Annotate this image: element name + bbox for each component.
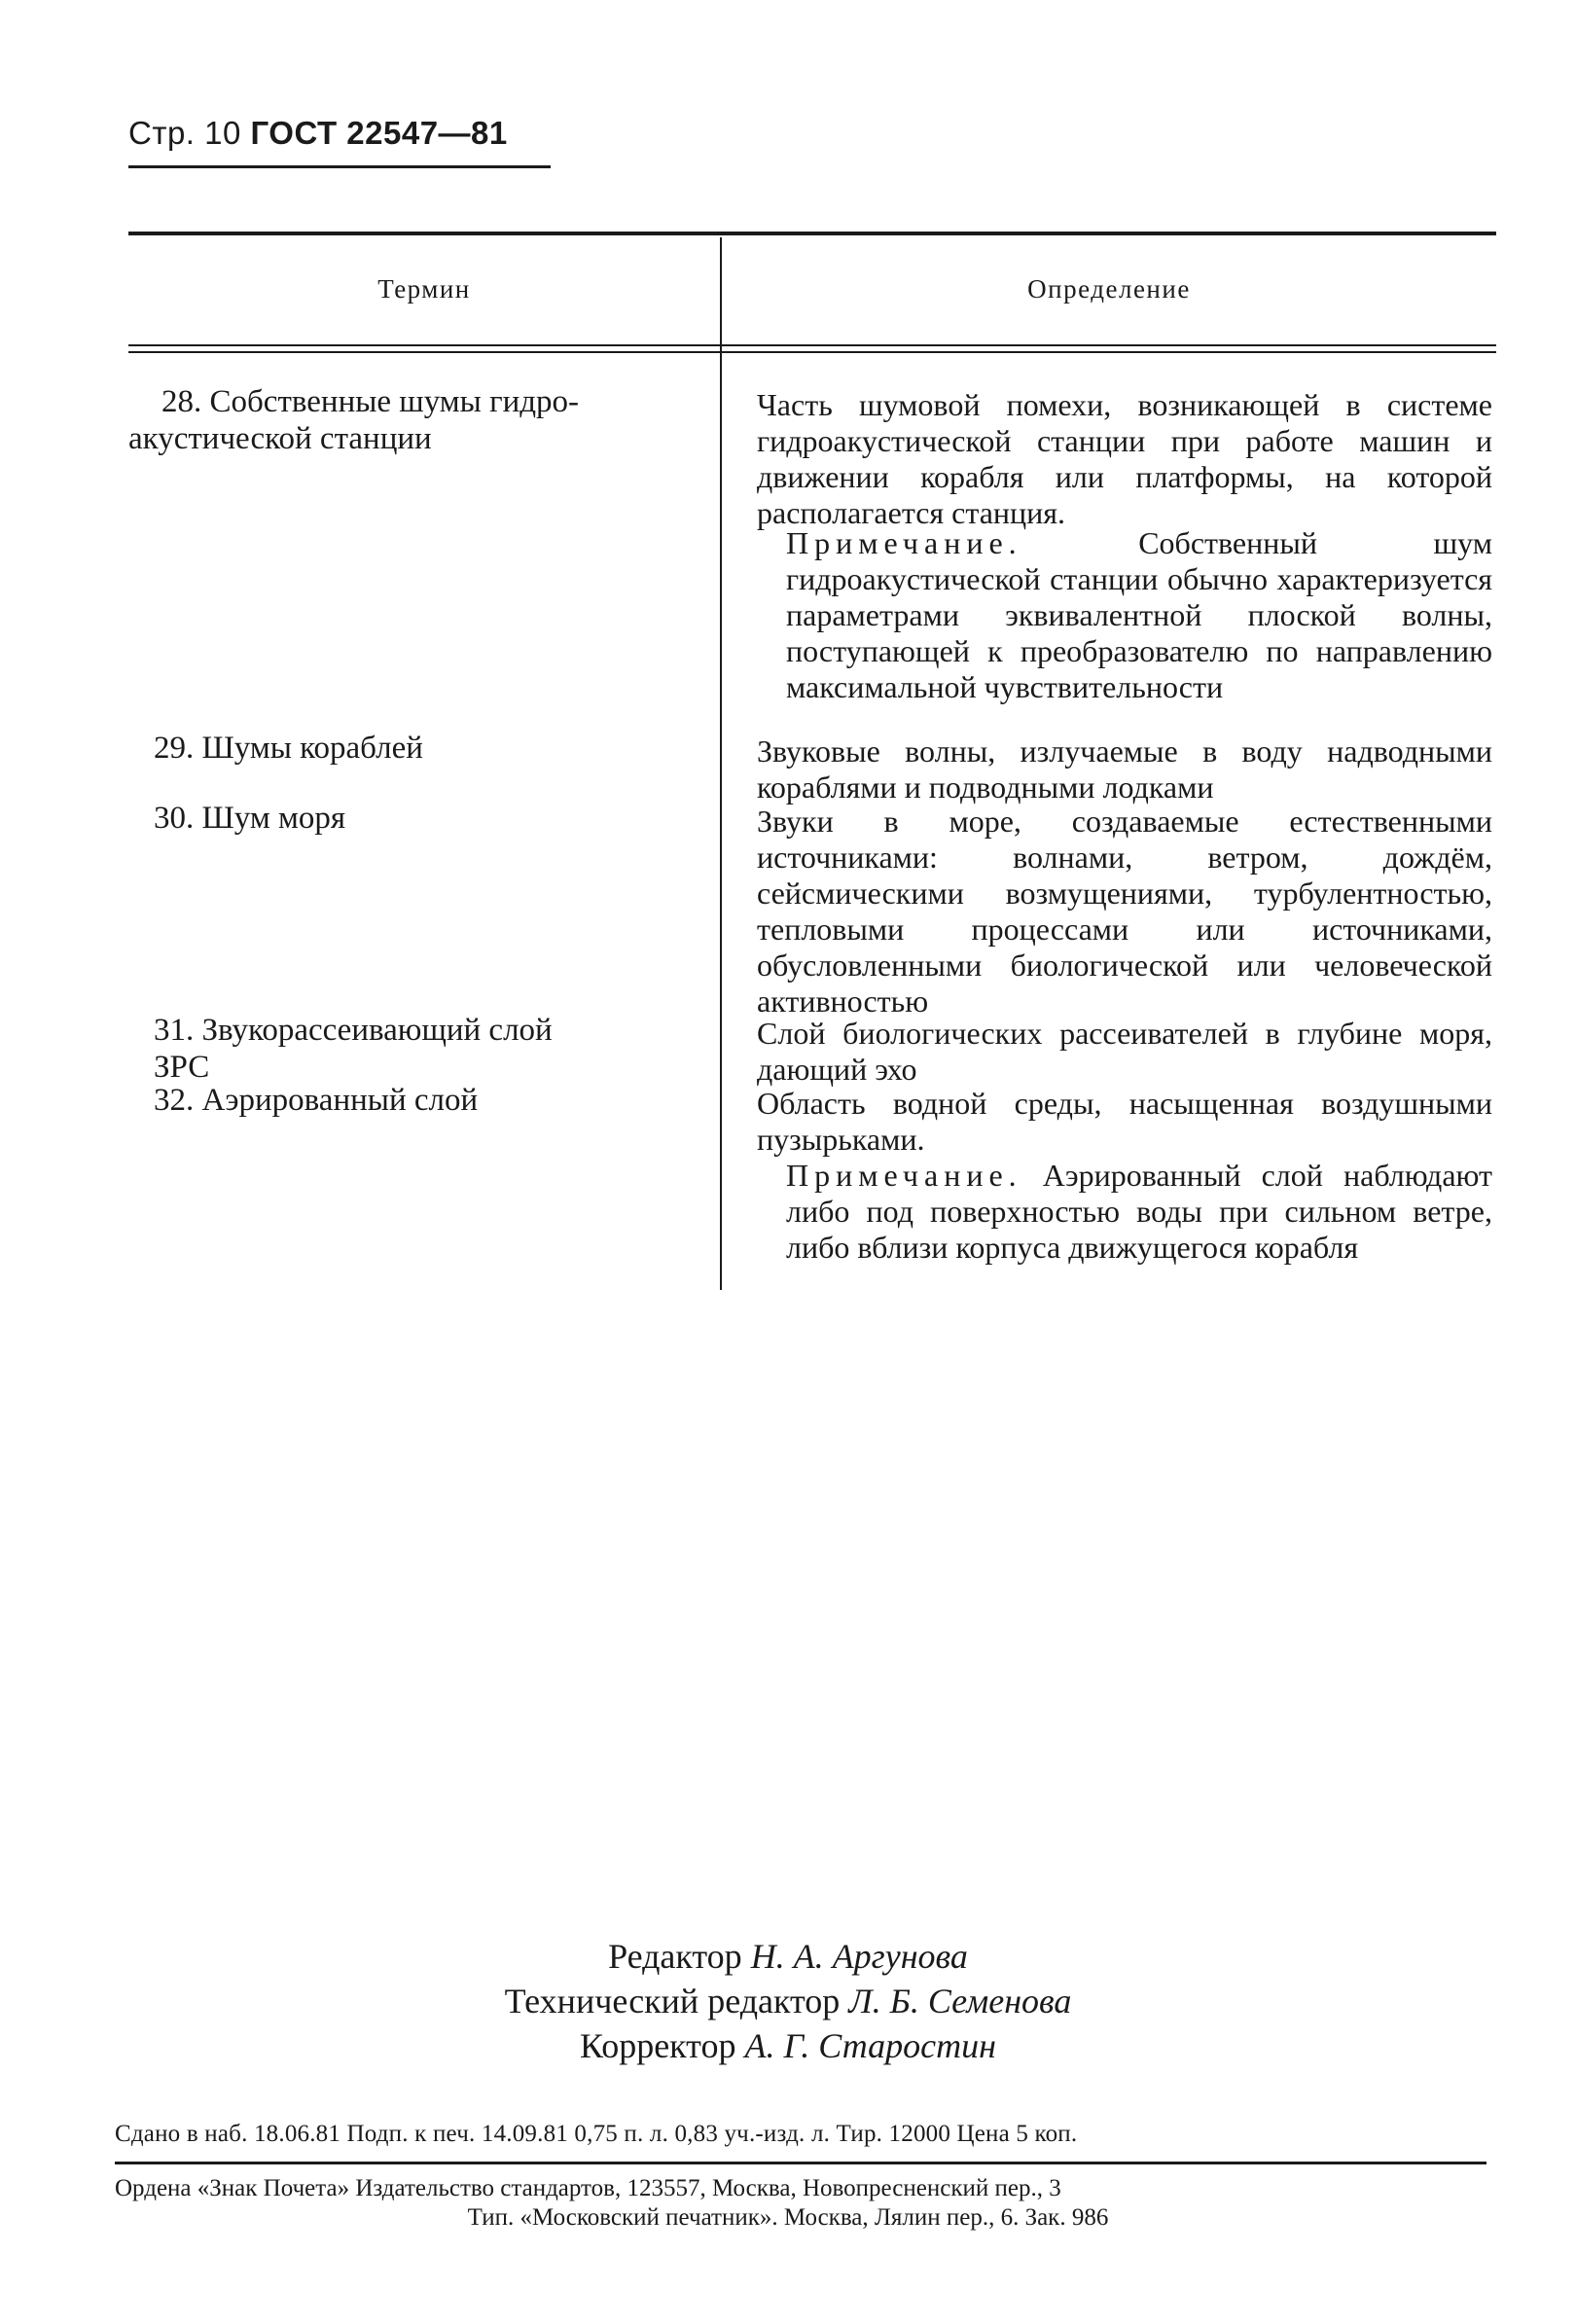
column-header-term: Термин [377,274,471,304]
term-30 [154,800,689,837]
imprint-printer: Тип. «Московский печатник». Москва, Лялин пер., 6. Зак. 986 [467,2204,1109,2231]
definition-32: Область водной среды, насыщенная воздушными пузырьками. [757,1086,1492,1157]
note-28 [786,525,1492,705]
editor-line [0,1934,1576,1979]
corrector-role: Корректор [579,2026,736,2065]
table-top-rule [128,232,1496,235]
editor-name: Н. А. Аргунова [750,1937,968,1976]
imprint-rule [115,2162,1486,2164]
column-header-definition: Определение [1027,274,1191,304]
tech-editor-line [0,1979,1576,2023]
definition-30: Звуки в море, создаваемые естественными источниками: волнами, ветром, дождём, сейсмическими возмущениями, турбулентностью, тепловыми процессами или источниками, обусловленными биологической или человеческой активностью [757,804,1492,1019]
tech-editor-name: Л. Б. Семенова [848,1982,1072,2020]
term-line: 32. Аэрированный слой [154,1083,479,1118]
corrector-name: А. Г. Старостин [744,2026,997,2065]
term-31 [154,1012,689,1086]
column-divider [720,237,722,1290]
note-32 [786,1158,1492,1266]
corrector-line [0,2023,1576,2068]
tech-editor-role: Технический редактор [504,1982,841,2020]
header-underline [128,165,551,168]
definition-31: Слой биологических рассеивателей в глубине моря, дающий эхо [757,1016,1492,1087]
term-line: 30. Шум моря [154,801,346,836]
definition-28: Часть шумовой помехи, возникающей в системе гидроакустической станции при работе машин и движении корабля или платформы, на которой располагается станция. [757,387,1492,530]
term-line: акустической станции [128,421,432,456]
term-29 [154,730,689,767]
editors-block [0,1934,1576,2068]
term-line: 29. Шумы кораблей [154,731,423,766]
header-rule [128,344,1496,346]
term-28 [128,383,689,457]
note-label: Примечание. [786,1158,1022,1193]
page-number-label: Стр. 10 [128,115,241,151]
page-header [128,115,508,152]
term-abbreviation: ЗРС [154,1050,210,1085]
note-text: Собственный шум гидроакустической станции обычно характеризуется параметрами эквивалентной плоской волны, поступающей к преобразователю по направлению максимальной чувствительности [786,525,1493,704]
editor-role: Редактор [608,1937,742,1976]
header-rule [128,351,1496,353]
imprint-publisher: Ордена «Знак Почета» Издательство стандартов, 123557, Москва, Новопресненский пер., 3 [115,2175,1061,2201]
gost-number: ГОСТ 22547—81 [250,115,508,151]
term-line: 31. Звукорассеивающий слой [154,1013,553,1048]
note-label: Примечание. [786,525,1022,560]
note-text: Аэрированный слой наблюдают либо под поверхностью воды при сильном ветре, либо вблизи корпуса движущегося корабля [786,1158,1493,1265]
definition-29: Звуковые волны, излучаемые в воду надводными кораблями и подводными лодками [757,733,1492,804]
term-32 [154,1082,689,1119]
term-line: 28. Собственные шумы гидро- [161,384,580,419]
imprint-printing-data: Сдано в наб. 18.06.81 Подп. к печ. 14.09.81 0,75 п. л. 0,83 уч.-изд. л. Тир. 12000 Цена 5 коп. [115,2121,1078,2147]
